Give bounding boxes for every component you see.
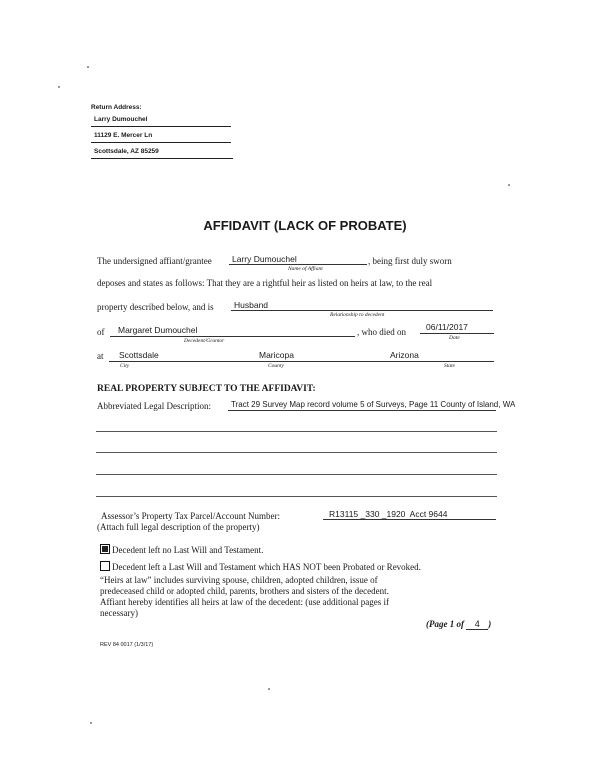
option-no-will[interactable] (100, 544, 263, 556)
affiant-caption: Name of Affiant (288, 266, 323, 272)
state-caption: State (444, 363, 455, 369)
parcel-label: Assessor’s Property Tax Parcel/Account Number: (101, 511, 281, 521)
scan-speck (58, 86, 60, 88)
option-will-label: Decedent left a Last Will and Testament which HAS NOT been Probated or Revoked. (112, 562, 421, 572)
return-address-line-1 (91, 126, 231, 127)
county-value: Maricopa (259, 350, 294, 360)
scan-speck (508, 184, 510, 186)
heirs-text-1: “Heirs at law” includes surviving spouse, children, adopted children, issue of (100, 575, 378, 585)
affiant-underline (229, 264, 367, 265)
return-address-name: Larry Dumouchel (94, 116, 148, 123)
relationship-caption: Relationship to decedent (330, 312, 385, 318)
blank-line-2 (96, 452, 497, 453)
attach-note: (Attach full legal description of the property) (97, 522, 260, 532)
intro-line-3-prefix: property described below, and is (97, 302, 214, 312)
died-label: , who died on (357, 327, 406, 337)
return-address-line-3 (91, 158, 233, 159)
legal-description-label: Abbreviated Legal Description: (97, 401, 211, 411)
legal-underline (228, 410, 496, 411)
city-value: Scottsdale (119, 350, 159, 360)
scan-speck (268, 688, 270, 690)
county-caption: County (268, 363, 284, 369)
document-title: AFFIDAVIT (LACK OF PROBATE) (203, 218, 407, 233)
location-underline (109, 361, 494, 362)
heirs-text-4: necessary) (100, 608, 138, 618)
city-caption: City (120, 363, 130, 369)
decedent-caption: Decedent/Grantor (184, 338, 225, 344)
intro-prefix: The undersigned affiant/grantee (97, 256, 212, 266)
heirs-text-3: Affiant hereby identifies all heirs at law of the decedent: (use additional pages if (100, 597, 389, 607)
option-will-not-probated[interactable] (100, 561, 421, 573)
parcel-underline (323, 519, 496, 520)
heirs-text-2: predeceased child or adopted child, parents, brothers and sisters of the decedent. (100, 586, 389, 596)
state-value: Arizona (390, 350, 419, 360)
page-indicator (426, 619, 491, 630)
legal-description-value: Tract 29 Survey Map record volume 5 of Surveys, Page 11 County of Island, WA (231, 400, 516, 409)
affiant-name: Larry Dumouchel (232, 254, 297, 264)
of-label: of (97, 327, 105, 337)
page-prefix: (Page 1 of (426, 619, 464, 629)
checkbox-checked-icon[interactable] (100, 544, 110, 554)
return-address-city: Scottsdale, AZ 85259 (94, 148, 159, 155)
property-heading: REAL PROPERTY SUBJECT TO THE AFFIDAVIT: (97, 384, 316, 394)
return-address-street: 11129 E. Mercer Ln (94, 132, 153, 139)
relationship-value: Husband (234, 300, 269, 310)
date-underline (420, 333, 494, 334)
date-caption: Date (449, 335, 460, 341)
decedent-underline (110, 336, 355, 337)
page-suffix: ) (488, 619, 492, 629)
blank-line-4 (96, 496, 497, 497)
death-date: 06/11/2017 (426, 322, 468, 332)
decedent-name: Margaret Dumouchel (118, 325, 198, 335)
form-number: REV 84 0017 (1/3/17) (100, 642, 154, 648)
intro-line-2: deposes and states as follows: That they are a rightful heir as listed on heirs at law, to the real (97, 278, 433, 288)
blank-line-3 (96, 474, 497, 475)
checkbox-icon[interactable] (100, 561, 110, 571)
scan-speck (90, 722, 92, 724)
relationship-underline (231, 310, 493, 311)
blank-line-1 (96, 431, 497, 432)
return-address-heading: Return Address: (91, 104, 142, 111)
at-label: at (97, 351, 104, 361)
option-no-will-label: Decedent left no Last Will and Testament. (112, 545, 264, 555)
return-address-line-2 (91, 142, 231, 143)
intro-suffix: , being first duly sworn (368, 256, 452, 266)
parcel-number: R13115 _330 _1920 Acct 9644 (329, 509, 448, 519)
scan-speck (87, 66, 89, 68)
page-total: 4 (466, 619, 488, 630)
